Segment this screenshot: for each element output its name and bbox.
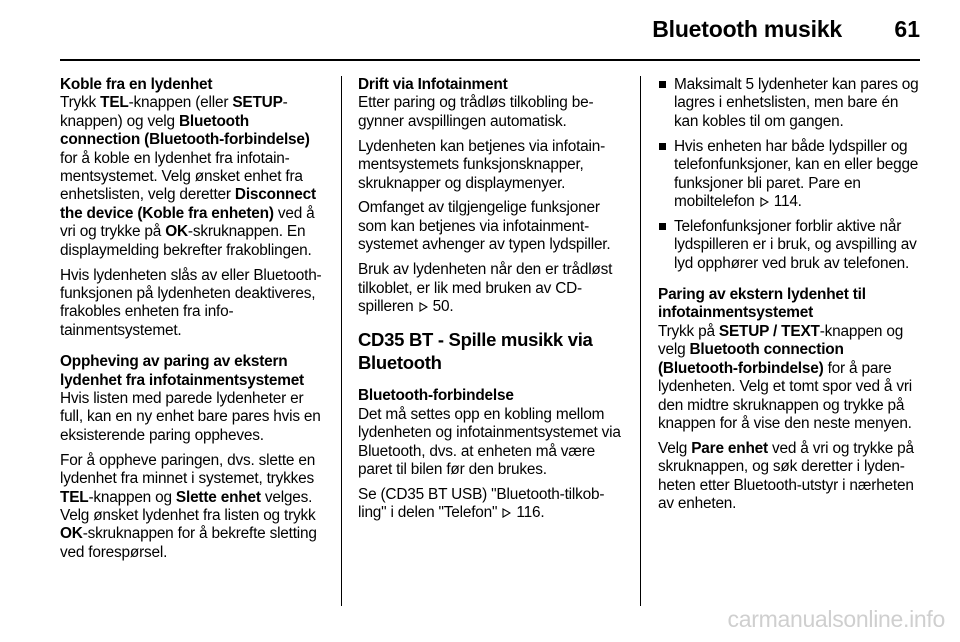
tel-button-label: TEL xyxy=(100,94,129,112)
paragraph-pair-device: Velg Pare enhet ved å vri og trykke på skruknappen, og søk deretter i lydenheten etter Bluetooth-utstyr i nærheten av enheten. xyxy=(658,439,914,513)
ok-knob-label: OK xyxy=(60,525,83,543)
paragraph-delete-device: For å oppheve paringen, dvs. slette en lydenhet fra minnet i systemet, trykkes TEL-knappen og Slette enhet velges. Velg ønsket lydenhet fra listen og trykk OK-skruknappen for å bekrefte sletting ved forespørsel. xyxy=(60,451,317,561)
paragraph-see-phone-section: Se (CD35 BT USB) "Bluetooth-tilkobling" i delen "Telefon" 116. xyxy=(358,485,605,522)
header-divider xyxy=(60,59,920,61)
paragraph-list-full: Hvis listen med parede lydenheter er full, kan en ny enhet bare pares hvis en eksisterende paring oppheves. xyxy=(60,390,321,444)
disconnect-device-menu: Disconnect the device (Koble fra enheten) xyxy=(60,186,316,222)
watermark: carmanualsonline.info xyxy=(727,606,945,632)
page-header-title: Bluetooth musikk xyxy=(652,16,842,42)
delete-device-menu: Slette enhet xyxy=(175,488,261,506)
column-3 xyxy=(658,76,922,520)
bullet-square-icon xyxy=(659,143,666,150)
section-title-cd35-bt: CD35 BT - Spille musikk via Bluetooth xyxy=(358,329,593,373)
paragraph-pair-steps: Trykk på SETUP / TEXT-knappen og velg Bluetooth connection (Bluetooth-forbindelse) for å pare lydenheten. Velg et tomt spor ved å vri den midtre skruknappen og trykke på knappen for å vise den neste menyen. xyxy=(658,322,912,432)
paragraph-functions-scope: Omfanget av tilgjengelige funksjoner som kan betjenes via infotainmentsystemet avhenger av typen lydspiller. xyxy=(358,199,611,254)
heading-bluetooth-connection: Bluetooth-forbindelse xyxy=(358,387,514,405)
bullet-item-max-devices: Maksimalt 5 lydenheter kan pares og lagres i enhetslisten, men bare én kan kobles til om gangen. xyxy=(658,76,922,131)
paragraph-auto-playback: Etter paring og trådløs tilkobling begynner avspillingen automatisk. xyxy=(358,94,594,130)
bluetooth-connection-menu: Bluetooth connection (Bluetooth-forbindelse) xyxy=(60,112,310,149)
page-number: 61 xyxy=(894,16,920,42)
bluetooth-connection-menu: Bluetooth connection (Bluetooth-forbindelse) xyxy=(658,341,844,377)
paragraph-bluetooth-off: Hvis lydenheten slås av eller Bluetooth-funksjonen på lydenheten deaktiveres, frakobles enheten fra infotainmentsystemet. xyxy=(60,266,322,339)
bullet-square-icon xyxy=(659,223,666,230)
heading-pair-device: Paring av ekstern lydenhet til infotainmentsystemet xyxy=(658,286,866,322)
column-2 xyxy=(358,76,623,529)
pair-device-menu: Pare enhet xyxy=(691,439,768,457)
paragraph-disconnect: Trykk TEL-knappen (eller SETUP-knappen) og velg Bluetooth connection (Bluetooth-forbindelse) for å koble en lydenhet fra infotainmentsystemet. Velg ønsket enhet fra enhetslisten, velg deretter Disconnect the device (Koble fra enheten) ved å vri og trykke på OK-skruknappen. En displaymelding bekrefter frakoblingen. xyxy=(60,94,316,259)
paragraph-pairing-required: Det må settes opp en kobling mellom lydenheten og infotainmentsystemet via Bluetooth, dvs. at enheten må være paret til bilen før den brukes. xyxy=(358,405,621,478)
ok-knob-label: OK xyxy=(165,223,188,241)
paragraph-cd-usage: Bruk av lydenheten når den er trådløst tilkoblet, er lik med bruken av CD-spilleren 50. xyxy=(358,261,613,315)
heading-cancel-pairing: Oppheving av paring av ekstern lydenhet fra infotainmentsystemet xyxy=(60,353,304,389)
column-divider-1 xyxy=(341,76,342,606)
page-reference-arrow-icon xyxy=(760,197,769,207)
bullet-square-icon xyxy=(659,81,666,88)
heading-operation-via-infotainment: Drift via Infotainment xyxy=(358,76,508,93)
column-1 xyxy=(60,76,325,569)
tel-button-label: TEL xyxy=(60,488,89,506)
page-reference-arrow-icon xyxy=(502,508,511,518)
bullet-item-both-functions: Hvis enheten har både lydspiller og telefonfunksjoner, kan en eller begge funksjoner bli paret. Pare en mobiltelefon 114. xyxy=(658,138,922,212)
column-divider-2 xyxy=(640,76,641,606)
paragraph-controls: Lydenheten kan betjenes via infotainmentsystemets funksjonsknapper, skruknapper og displaymenyer. xyxy=(358,137,606,192)
setup-text-button-label: SETUP / TEXT xyxy=(718,322,820,340)
setup-button-label: SETUP xyxy=(232,94,283,112)
bullet-item-phone-active: Telefonfunksjoner forblir aktive når lydspilleren er i bruk, og avspilling av lyd opphører ved bruk av telefonen. xyxy=(658,218,922,273)
heading-disconnect-device: Koble fra en lydenhet xyxy=(60,76,213,93)
page-reference-arrow-icon xyxy=(419,302,428,312)
